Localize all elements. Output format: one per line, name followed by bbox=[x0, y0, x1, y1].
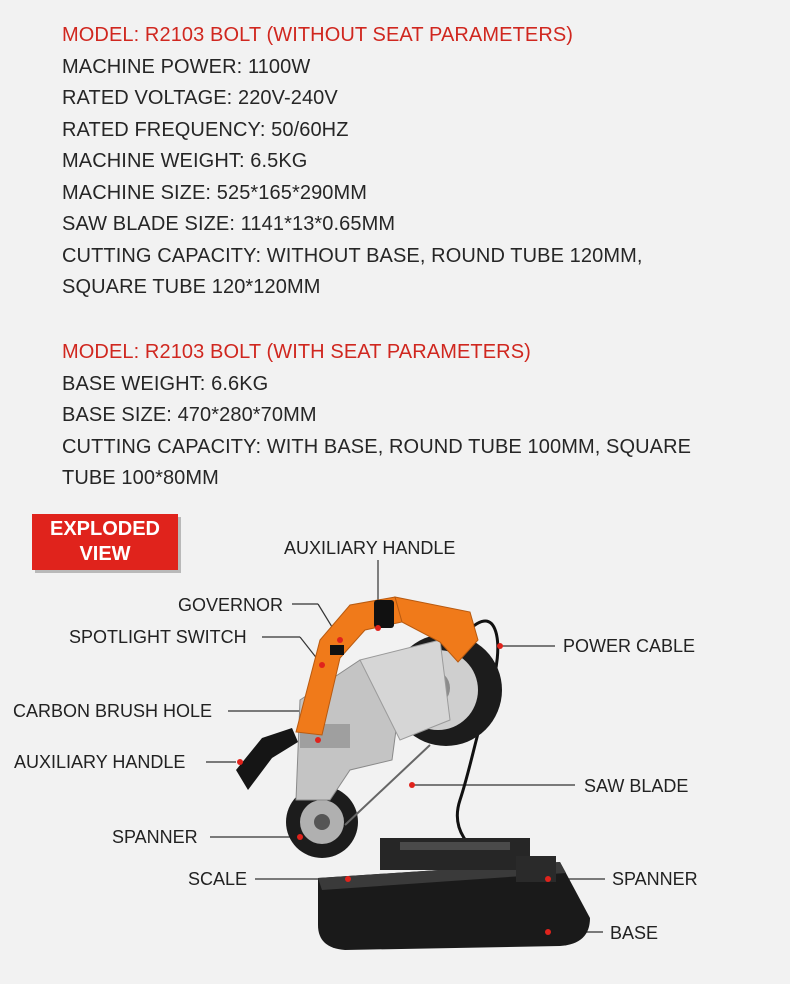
spec-line: SQUARE TUBE 120*120MM bbox=[62, 276, 321, 298]
callout-carbon-brush-hole: CARBON BRUSH HOLE bbox=[13, 701, 213, 721]
spec-without-seat bbox=[62, 20, 643, 304]
callout-spanner-left: SPANNER bbox=[112, 827, 198, 847]
spec-line: MACHINE SIZE: 525*165*290MM bbox=[62, 181, 368, 204]
callout-saw-blade: SAW BLADE bbox=[584, 776, 689, 796]
spec-line: CUTTING CAPACITY: WITH BASE, ROUND TUBE 100MM, SQUARE bbox=[62, 435, 692, 458]
spec-heading: MODEL: R2103 BOLT (WITHOUT SEAT PARAMETERS) bbox=[62, 24, 574, 46]
spec-line: SAW BLADE SIZE: 1141*13*0.65MM bbox=[62, 213, 396, 235]
callout-auxiliary-handle-top: AUXILIARY HANDLE bbox=[284, 538, 456, 558]
badge-line: EXPLODED bbox=[49, 518, 161, 540]
callout-scale: SCALE bbox=[188, 869, 248, 889]
callout-governor: GOVERNOR bbox=[178, 595, 284, 615]
spec-line: CUTTING CAPACITY: WITHOUT BASE, ROUND TUBE 120MM, bbox=[62, 244, 643, 267]
spec-line: TUBE 100*80MM bbox=[62, 467, 219, 489]
spec-with-seat bbox=[62, 337, 691, 495]
callout-spanner-right: SPANNER bbox=[612, 869, 698, 889]
spec-line: BASE WEIGHT: 6.6KG bbox=[62, 372, 269, 395]
badge-line: VIEW bbox=[79, 543, 131, 565]
spec-line: RATED FREQUENCY: 50/60HZ bbox=[62, 118, 349, 141]
spec-line: RATED VOLTAGE: 220V-240V bbox=[62, 87, 338, 109]
callout-auxiliary-handle-left: AUXILIARY HANDLE bbox=[14, 752, 186, 772]
spec-line: MACHINE POWER: 1100W bbox=[62, 55, 311, 78]
callout-power-cable: POWER CABLE bbox=[563, 636, 696, 656]
spec-line: MACHINE WEIGHT: 6.5KG bbox=[62, 150, 308, 172]
auxiliary-handle-part bbox=[236, 728, 298, 790]
callout-spotlight-switch: SPOTLIGHT SWITCH bbox=[69, 627, 247, 647]
spec-line: BASE SIZE: 470*280*70MM bbox=[62, 404, 317, 426]
callout-base: BASE bbox=[610, 923, 659, 943]
spec-heading: MODEL: R2103 BOLT (WITH SEAT PARAMETERS) bbox=[62, 341, 531, 363]
exploded-view-badge bbox=[32, 514, 178, 570]
